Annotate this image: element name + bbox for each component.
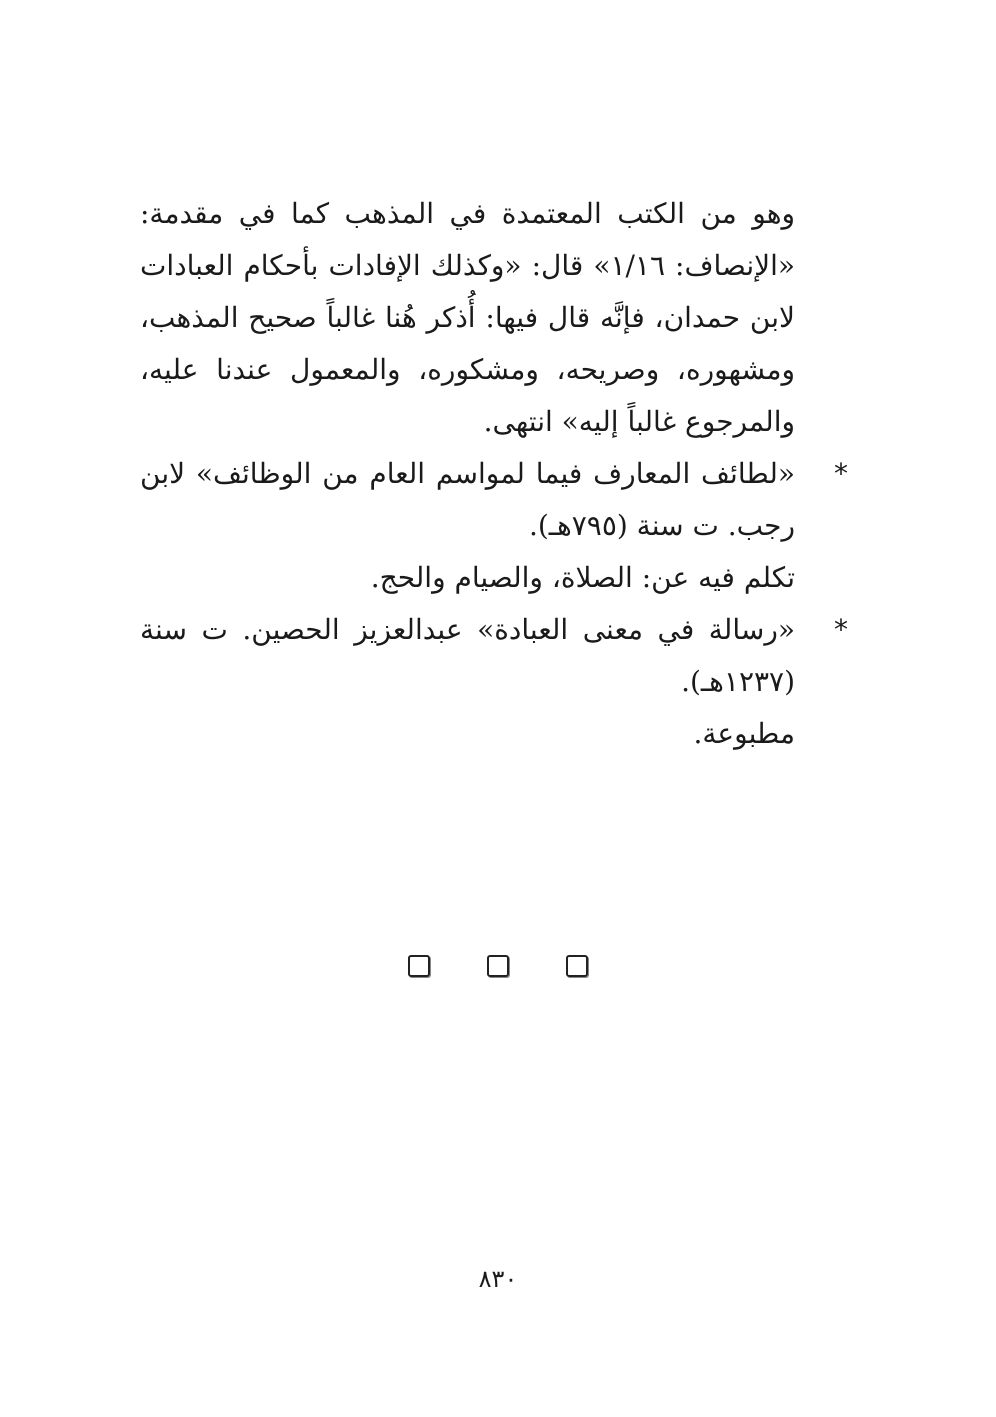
square-ornament-icon <box>408 955 430 977</box>
entry-text: «رسالة في معنى العبادة» عبدالعزيز الحصين. ت سنة (١٢٣٧هـ). <box>140 613 795 698</box>
entry-bullet: * <box>834 457 848 490</box>
intro-paragraph: وهو من الكتب المعتمدة في المذهب كما في مقدمة: «الإنصاف: ١/١٦» قال: «وكذلك الإفادات بأحكام العبادات لابن حمدان، فإنَّه قال فيها: أُذكر هُنا غالباً صحيح المذهب، ومشهوره، وصريحه، ومشكوره، والمعمول عندنا عليه، والمرجوع غالباً إليه» انتهى. <box>140 197 795 438</box>
section-separator-ornament <box>408 955 588 979</box>
square-ornament-icon <box>487 955 509 977</box>
entry-text: «لطائف المعارف فيما لمواسم العام من الوظائف» لابن رجب. ت سنة (٧٩٥هـ). <box>140 457 795 542</box>
entry-bullet: * <box>834 613 848 646</box>
square-ornament-icon <box>566 955 588 977</box>
entry-note: تكلم فيه عن: الصلاة، والصيام والحج. <box>370 561 795 594</box>
page-number: ٨٣٠ <box>478 1265 518 1293</box>
entry-note: مطبوعة. <box>693 717 795 750</box>
